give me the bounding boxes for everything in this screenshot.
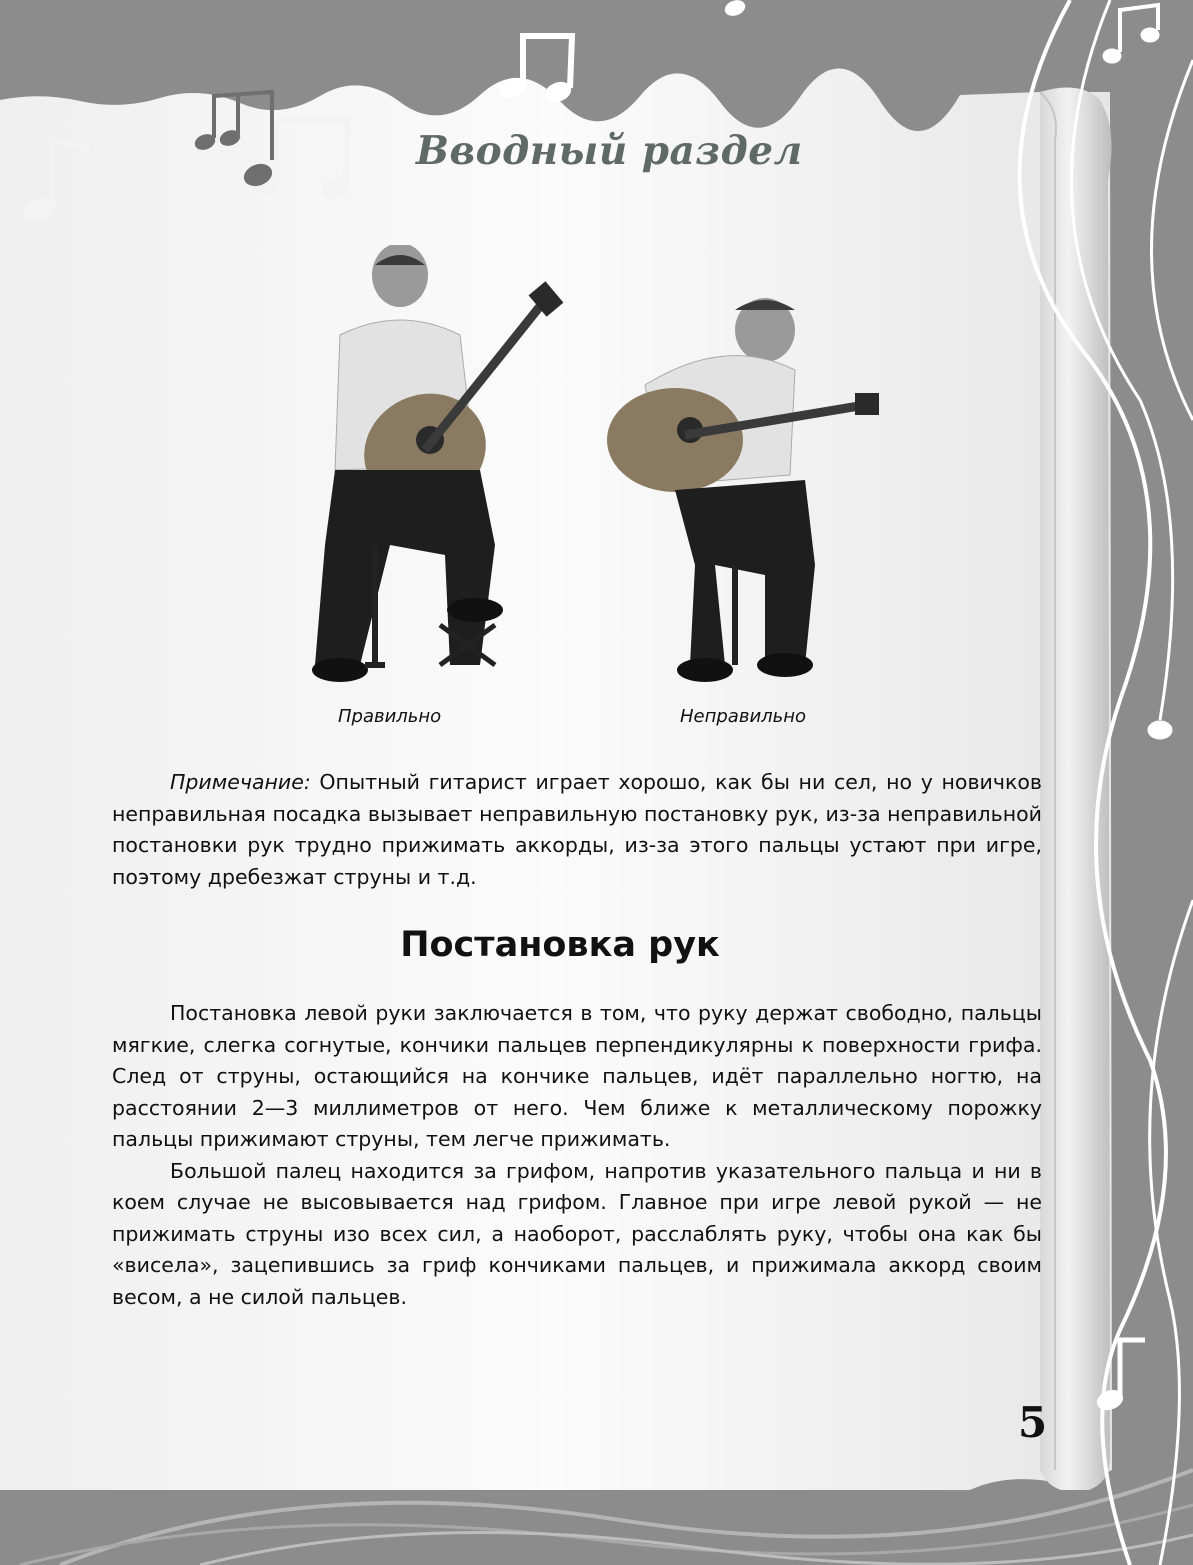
note-label: Примечание: [170, 770, 311, 794]
section-body [112, 998, 1042, 1313]
note-text: Опытный гитарист играет хорошо, как бы ни сел, но у новичков неправильная посадка вызывает неправильную постановку рук, из-за неправильной постановки рук трудно прижимать аккорды, из-за этого пальцы устают при игре, поэтому дребезжат струны и т.д. [112, 770, 1042, 889]
body-paragraph: Постановка левой руки заключается в том, что руку держат свободно, пальцы мягкие, слегка согнутые, кончики пальцев перпендикулярны к поверхности грифа. След от струны, остающийся на кончике пальцев, идёт параллельно ногтю, на расстоянии 2—3 миллиметров от него. Чем ближе к металлическому порожку пальцы прижимают струны, тем легче прижимать. [112, 1001, 1042, 1151]
section-title: Вводный раздел [416, 128, 803, 174]
caption-correct: Правильно [338, 706, 442, 727]
page-number: 5 [1018, 1398, 1048, 1447]
body-paragraph: Большой палец находится за грифом, напротив указательного пальца и ни в коем случае не высовывается над грифом. Главное при игре левой рукой — не прижимать струны изо всех сил, а наоборот, расслаблять руку, чтобы она как бы «висела», зацепившись за гриф кончиками пальцев, и прижимала аккорд своим весом, а не силой пальцев. [112, 1158, 1042, 1309]
photo-correct-posture [280, 245, 570, 695]
caption-incorrect: Неправильно [680, 706, 807, 727]
section-heading: Постановка рук [400, 925, 720, 965]
note-paragraph [112, 767, 1042, 893]
photo-incorrect-posture [605, 275, 885, 695]
